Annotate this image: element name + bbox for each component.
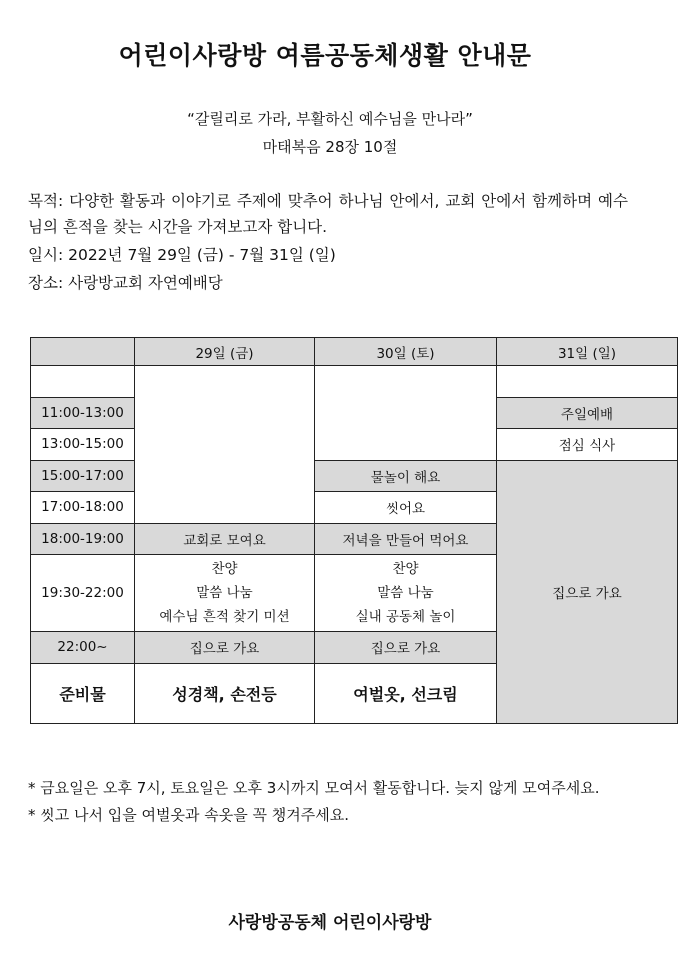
time-cell: 13:00-15:00 bbox=[31, 429, 135, 461]
purpose-text: 목적: 다양한 활동과 이야기로 주제에 맞추어 하나님 안에서, 교회 안에서 함께하며 예수님의 흔적을 찾는 시간을 가져보고자 합니다. bbox=[28, 192, 628, 236]
fri-go-home-cell: 집으로 가요 bbox=[135, 632, 315, 664]
notes-section bbox=[28, 775, 628, 829]
sun-lunch-cell: 점심 식사 bbox=[497, 429, 678, 461]
fri-empty-block bbox=[135, 366, 315, 524]
page-title: 어린이사랑방 여름공동체생활 안내문 bbox=[118, 41, 532, 70]
sun-go-home-cell: 집으로 가요 bbox=[497, 460, 678, 723]
time-cell: 17:00-18:00 bbox=[31, 492, 135, 524]
time-cell: 18:00-19:00 bbox=[31, 523, 135, 555]
day-header-fri: 29일 (금) bbox=[135, 338, 315, 366]
time-cell-empty bbox=[31, 366, 135, 398]
note-item: * 씻고 나서 입을 여벌옷과 속옷을 꼭 챙겨주세요. bbox=[28, 806, 349, 824]
sat-evening-program-cell bbox=[315, 555, 497, 632]
sat-wash-cell: 씻어요 bbox=[315, 492, 497, 524]
corner-cell bbox=[31, 338, 135, 366]
sat-go-home-cell: 집으로 가요 bbox=[315, 632, 497, 664]
time-cell: 11:00-13:00 bbox=[31, 397, 135, 429]
fri-prep-cell: 성경책, 손전등 bbox=[135, 663, 315, 723]
place-text: 장소: 사랑방교회 자연예배당 bbox=[28, 274, 223, 292]
sun-worship-cell: 주일예배 bbox=[497, 397, 678, 429]
day-header-sun: 31일 (일) bbox=[497, 338, 678, 366]
program-item: 예수님 흔적 찾기 미션 bbox=[159, 609, 290, 625]
program-item: 찬양 bbox=[392, 561, 419, 577]
program-item: 말씀 나눔 bbox=[377, 585, 434, 601]
sun-empty-cell bbox=[497, 366, 678, 398]
date-text: 일시: 2022년 7월 29일 (금) - 7월 31일 (일) bbox=[28, 246, 336, 264]
sat-dinner-cell: 저녁을 만들어 먹어요 bbox=[315, 523, 497, 555]
day-header-sat: 30일 (토) bbox=[315, 338, 497, 366]
note-item: * 금요일은 오후 7시, 토요일은 오후 3시까지 모여서 활동합니다. 늦지 않게 모여주세요. bbox=[28, 779, 600, 797]
fri-gather-cell: 교회로 모여요 bbox=[135, 523, 315, 555]
prep-label-cell: 준비물 bbox=[31, 663, 135, 723]
fri-evening-program-cell bbox=[135, 555, 315, 632]
time-cell: 19:30-22:00 bbox=[31, 555, 135, 632]
theme-quote: “갈릴리로 가라, 부활하신 예수님을 만나라” bbox=[187, 110, 473, 128]
bible-verse: 마태복음 28장 10절 bbox=[262, 138, 398, 156]
footer-signature: 사랑방공동체 어린이사랑방 bbox=[228, 913, 432, 933]
sat-water-play-cell: 물놀이 해요 bbox=[315, 460, 497, 492]
time-cell: 15:00-17:00 bbox=[31, 460, 135, 492]
sat-empty-block bbox=[315, 366, 497, 461]
program-item: 말씀 나눔 bbox=[196, 585, 253, 601]
time-cell: 22:00~ bbox=[31, 632, 135, 664]
sat-prep-cell: 여벌옷, 선크림 bbox=[315, 663, 497, 723]
info-section bbox=[28, 188, 628, 296]
program-item: 찬양 bbox=[211, 561, 238, 577]
schedule-table bbox=[30, 337, 678, 724]
program-item: 실내 공동체 놀이 bbox=[355, 609, 456, 625]
